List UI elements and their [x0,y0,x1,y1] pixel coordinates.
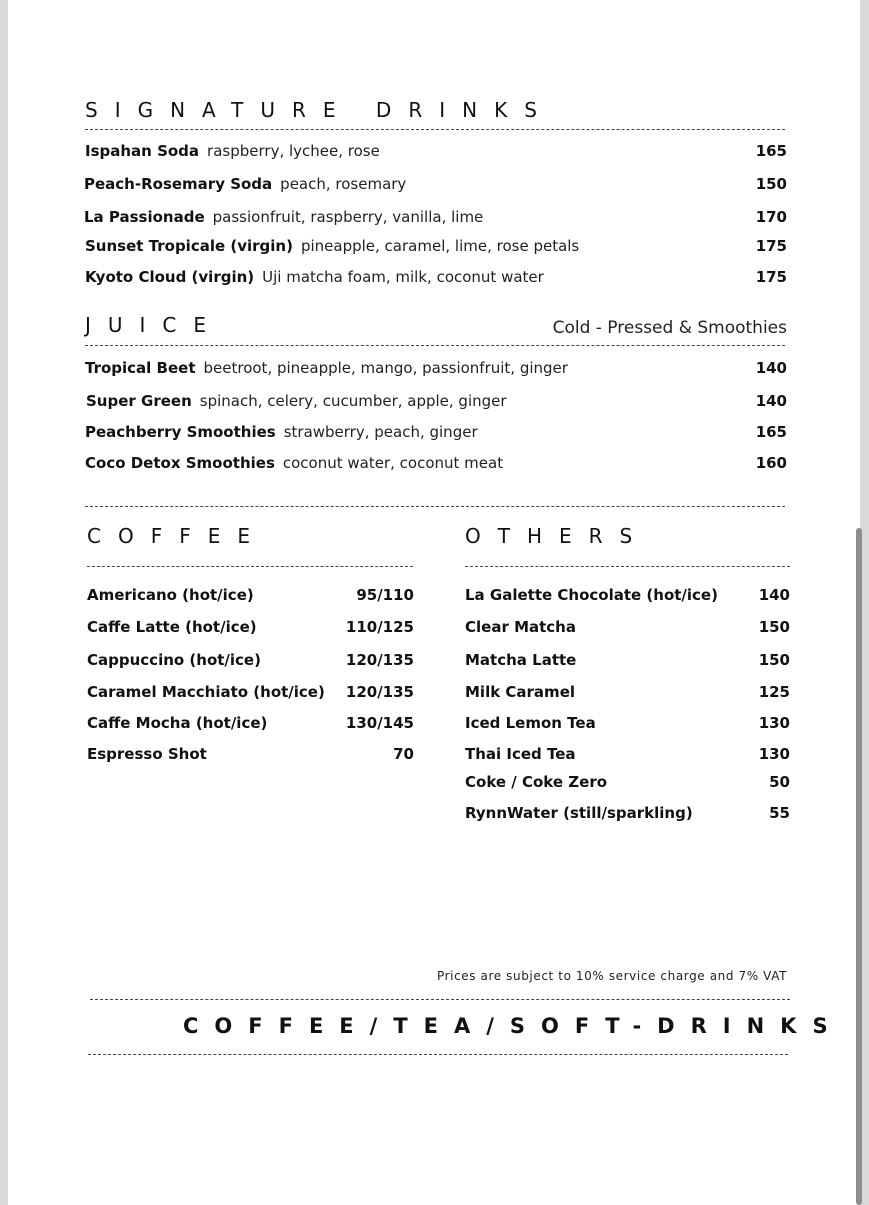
item-name: Caramel Macchiato (hot/ice) [87,683,325,701]
item-name: Tropical Beet [85,359,196,377]
item-name: Caffe Latte (hot/ice) [87,618,257,636]
item-price: 150 [755,175,787,193]
item-description: raspberry, lychee, rose [207,142,380,160]
item-description: strawberry, peach, ginger [283,423,478,441]
list-item [465,771,790,793]
item-description: passionfruit, raspberry, vanilla, lime [212,208,484,226]
item-price: 175 [755,268,787,286]
item-price: 140 [755,359,787,377]
list-item [87,681,414,703]
item-name: Peachberry Smoothies [85,423,276,441]
divider [87,566,413,567]
section-title-signature-drinks: SIGNATURE DRINKS [85,98,554,122]
item-name: Iced Lemon Tea [465,714,596,732]
item-name: Super Green [86,392,192,410]
item-description: coconut water, coconut meat [282,454,504,472]
item-name: Cappuccino (hot/ice) [87,651,261,669]
item-price: 70 [393,745,414,763]
item-price: 120/135 [345,683,414,701]
price-note: Prices are subject to 10% service charge and 7% VAT [437,969,787,983]
list-item [85,140,787,162]
list-item [87,712,414,734]
item-price: 50 [769,773,790,791]
item-price: 125 [758,683,790,701]
divider [85,345,785,346]
item-price: 175 [755,237,787,255]
section-subtitle-juice: Cold - Pressed & Smoothies [552,318,787,338]
list-item [465,649,790,671]
list-item [465,743,790,765]
list-item [85,452,787,474]
item-price: 150 [758,651,790,669]
divider [88,1054,788,1055]
divider [90,999,790,1000]
item-description: pineapple, caramel, lime, rose petals [300,237,580,255]
section-title-others: OTHERS [465,524,650,548]
item-price: 55 [769,804,790,822]
item-description: spinach, celery, cucumber, apple, ginger [199,392,507,410]
item-description: beetroot, pineapple, mango, passionfruit, ginger [203,359,568,377]
list-item [84,173,787,195]
section-title-coffee: COFFEE [87,524,267,548]
item-price: 120/135 [345,651,414,669]
list-item [85,266,787,288]
divider [85,506,785,507]
list-item [85,357,787,379]
item-price: 130 [758,745,790,763]
item-name: RynnWater (still/sparkling) [465,804,693,822]
scrollbar[interactable] [856,528,862,1205]
item-name: Espresso Shot [87,745,207,763]
item-name: Matcha Latte [465,651,577,669]
list-item [87,616,414,638]
list-item [87,649,414,671]
item-price: 130 [758,714,790,732]
footer-title: COFFEE/TEA/SOFT-DRINKS [183,1014,844,1038]
item-price: 140 [758,586,790,604]
list-item [87,584,414,606]
item-name: Peach-Rosemary Soda [84,175,273,193]
item-description: Uji matcha foam, milk, coconut water [262,268,544,286]
list-item [84,206,787,228]
item-price: 95/110 [356,586,414,604]
list-item [465,616,790,638]
list-item [86,390,787,412]
item-name: La Passionade [84,208,205,226]
list-item [465,584,790,606]
item-name: Coke / Coke Zero [465,773,608,791]
item-name: La Galette Chocolate (hot/ice) [465,586,718,604]
item-price: 150 [758,618,790,636]
item-name: Caffe Mocha (hot/ice) [87,714,268,732]
list-item [85,235,787,257]
item-price: 140 [755,392,787,410]
divider [465,566,790,567]
divider [85,129,785,130]
list-item [465,712,790,734]
item-name: Ispahan Soda [85,142,200,160]
item-name: Clear Matcha [465,618,576,636]
list-item [465,802,790,824]
item-name: Sunset Tropicale (virgin) [85,237,293,255]
item-description: peach, rosemary [280,175,407,193]
item-price: 165 [755,423,787,441]
item-name: Thai Iced Tea [465,745,576,763]
section-title-juice: JUICE [85,313,224,337]
item-price: 170 [755,208,787,226]
item-price: 110/125 [345,618,414,636]
item-name: Coco Detox Smoothies [85,454,275,472]
item-price: 160 [755,454,787,472]
list-item [465,681,790,703]
item-name: Americano (hot/ice) [87,586,254,604]
item-price: 130/145 [345,714,414,732]
item-name: Kyoto Cloud (virgin) [85,268,255,286]
list-item [87,743,414,765]
item-price: 165 [755,142,787,160]
item-name: Milk Caramel [465,683,576,701]
list-item [85,421,787,443]
